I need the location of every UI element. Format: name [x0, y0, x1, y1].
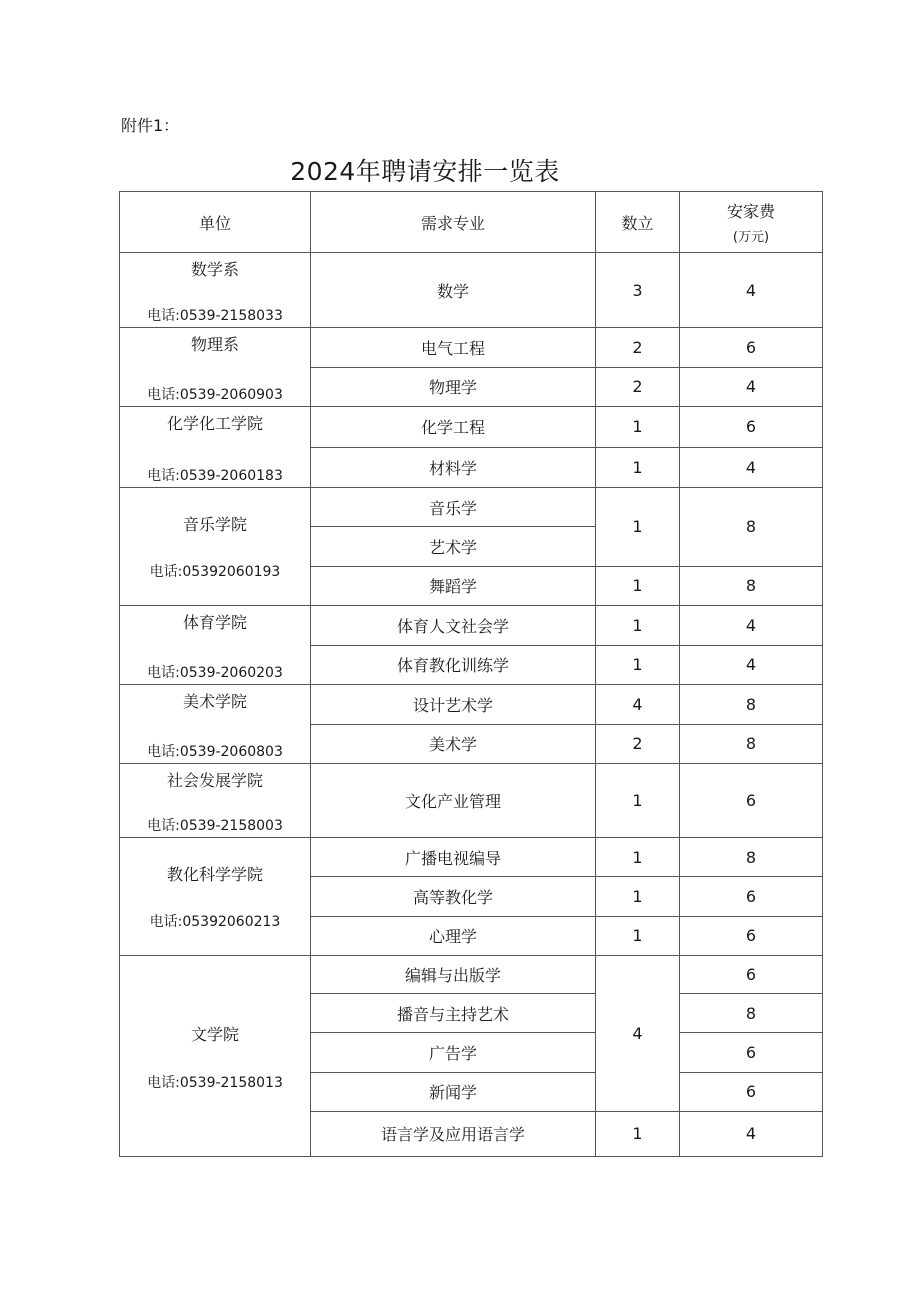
major-cell: 体育人文社会学	[311, 606, 596, 646]
unit-cell	[120, 956, 311, 1157]
unit-phone: 电话:05392060213	[149, 914, 281, 930]
major-cell: 物理学	[311, 367, 596, 407]
count-cell: 1	[596, 566, 680, 605]
fee-cell: 8	[680, 838, 823, 877]
header-fee-unit: (万元)	[732, 230, 770, 245]
unit-cell	[120, 838, 311, 956]
fee-cell: 6	[680, 877, 823, 916]
major-cell: 新闻学	[311, 1072, 596, 1111]
unit-name: 文学院	[190, 1025, 239, 1044]
unit-phone: 电话:0539-2060183	[147, 468, 283, 484]
major-cell: 高等教化学	[311, 877, 596, 916]
fee-cell: 8	[680, 994, 823, 1033]
major-cell: 语言学及应用语言学	[311, 1111, 596, 1156]
table-row	[120, 606, 823, 646]
unit-cell	[120, 606, 311, 685]
unit-phone: 电话:0539-2158003	[147, 818, 283, 834]
unit-cell	[120, 328, 311, 407]
unit-name: 数学系	[190, 260, 239, 279]
major-cell: 广播电视编导	[311, 838, 596, 877]
fee-cell: 4	[680, 1111, 823, 1156]
unit-phone: 电话:05392060193	[149, 564, 281, 580]
fee-cell: 4	[680, 645, 823, 685]
unit-cell	[120, 488, 311, 606]
major-cell: 美术学	[311, 724, 596, 764]
count-cell: 1	[596, 447, 680, 488]
fee-cell: 4	[680, 367, 823, 407]
fee-cell: 4	[680, 253, 823, 328]
header-unit: 单位	[120, 192, 311, 253]
unit-name: 社会发展学院	[166, 771, 263, 790]
count-cell: 4	[596, 685, 680, 725]
count-cell: 1	[596, 606, 680, 646]
fee-cell: 6	[680, 764, 823, 838]
count-cell: 1	[596, 916, 680, 955]
fee-cell: 6	[680, 407, 823, 448]
fee-cell: 6	[680, 916, 823, 955]
major-cell: 数学	[311, 253, 596, 328]
unit-cell	[120, 764, 311, 838]
major-cell: 化学工程	[311, 407, 596, 448]
count-cell: 1	[596, 877, 680, 916]
unit-name: 体育学院	[182, 613, 247, 632]
fee-cell: 6	[680, 328, 823, 368]
fee-cell: 8	[680, 724, 823, 764]
unit-name: 教化科学学院	[166, 865, 263, 884]
fee-cell: 8	[680, 566, 823, 605]
count-cell: 1	[596, 838, 680, 877]
table-row	[120, 407, 823, 448]
table-row	[120, 956, 823, 994]
unit-phone: 电话:0539-2060903	[147, 387, 283, 403]
major-cell: 艺术学	[311, 527, 596, 566]
unit-cell	[120, 253, 311, 328]
count-cell: 1	[596, 1111, 680, 1156]
major-cell: 材料学	[311, 447, 596, 488]
table-row	[120, 328, 823, 368]
table-row	[120, 838, 823, 877]
major-cell: 体育教化训练学	[311, 645, 596, 685]
major-cell: 设计艺术学	[311, 685, 596, 725]
table-row	[120, 685, 823, 725]
major-cell: 音乐学	[311, 488, 596, 527]
unit-name: 音乐学院	[182, 515, 247, 534]
unit-cell	[120, 685, 311, 764]
header-row	[120, 192, 823, 253]
fee-cell: 6	[680, 956, 823, 994]
count-cell: 1	[596, 764, 680, 838]
header-fee	[680, 192, 823, 253]
unit-phone: 电话:0539-2060203	[147, 665, 283, 681]
page-title: 2024年聘请安排一览表	[290, 157, 560, 186]
count-cell: 2	[596, 367, 680, 407]
unit-phone: 电话:0539-2060803	[147, 744, 283, 760]
count-cell: 3	[596, 253, 680, 328]
fee-cell: 8	[680, 685, 823, 725]
fee-cell: 8	[680, 488, 823, 567]
fee-cell: 6	[680, 1033, 823, 1072]
major-cell: 电气工程	[311, 328, 596, 368]
table-row	[120, 253, 823, 328]
header-fee-label: 安家费	[726, 202, 775, 221]
count-cell: 4	[596, 956, 680, 1112]
count-cell: 2	[596, 328, 680, 368]
major-cell: 心理学	[311, 916, 596, 955]
unit-name: 美术学院	[182, 692, 247, 711]
table-row	[120, 488, 823, 527]
count-cell: 1	[596, 407, 680, 448]
major-cell: 舞蹈学	[311, 566, 596, 605]
recruitment-table	[119, 191, 823, 1157]
major-cell: 编辑与出版学	[311, 956, 596, 994]
count-cell: 2	[596, 724, 680, 764]
unit-name: 化学化工学院	[166, 414, 263, 433]
count-cell: 1	[596, 645, 680, 685]
attachment-label: 附件1：	[121, 116, 180, 135]
table-row	[120, 764, 823, 838]
major-cell: 文化产业管理	[311, 764, 596, 838]
fee-cell: 4	[680, 606, 823, 646]
count-cell: 1	[596, 488, 680, 567]
fee-cell: 6	[680, 1072, 823, 1111]
fee-cell: 4	[680, 447, 823, 488]
unit-cell	[120, 407, 311, 488]
major-cell: 播音与主持艺术	[311, 994, 596, 1033]
unit-name: 物理系	[190, 335, 239, 354]
unit-phone: 电话:0539-2158013	[147, 1075, 283, 1091]
major-cell: 广告学	[311, 1033, 596, 1072]
unit-phone: 电话:0539-2158033	[147, 308, 283, 324]
header-major: 需求专业	[311, 192, 596, 253]
header-count: 数立	[596, 192, 680, 253]
